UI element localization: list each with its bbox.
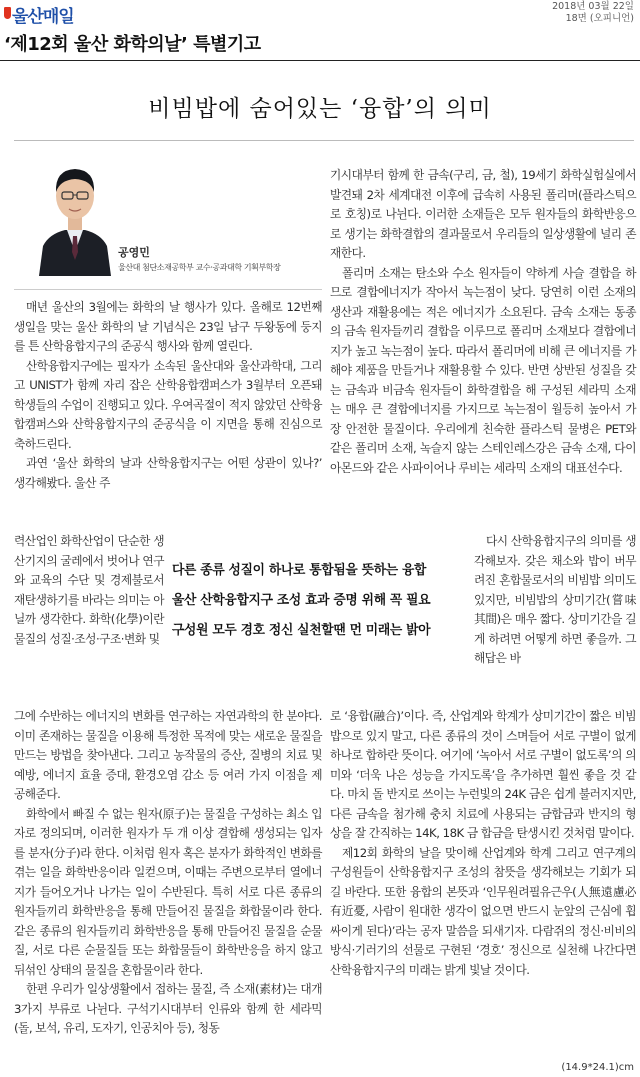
issue-info: [494, 1, 634, 25]
paragraph: 폴리머 소재는 탄소와 수소 원자들이 약하게 사슬 결합을 하므로 결합에너지가 작아서 녹는점이 낮다. 당연히 이런 소재의 생산과 재활용에는 적은 에너지가 소요된다. 금속 소재는 동종의 금속 원자들끼리 결합을 이루므로 폴리머 소재보다 결합에너지가 높고 녹는점이 높다. 따라서 폴리머에 비해 큰 에너지를 가해야 제품을 만들거나 재활용할 수 있다. 반면 상반된 성질을 갖는 금속과 비금속 원자들이 화학결합을 해 구성된 세라믹 소재는 매우 큰 결합에너지를 가지므로 녹는점이 월등히 높아서 가장 안전한 물질이다. 우리에게 친숙한 플라스틱 물병은 PET와 같은 폴리머 소재, 녹슬지 않는 스테인레스강은 금속 소재, 다이아몬드와 같은 사파이어나 루비는 세라믹 소재의 대표선수다.: [330, 265, 636, 475]
paragraph: 다시 산학융합지구의 의미를 생각해보자. 갖은 채소와 밥이 버무려진 혼합물로서의 비빔밥 의미도 있지만, 비빔밥의 상미기간(嘗味其間)은 매우 짧다. 상미기간을 길게 하려면 어떻게 하면 좋을까. 그 해답은 바: [474, 534, 636, 665]
paragraph: 력산업인 화학산업이 단순한 생산기지의 굴레에서 벗어나 연구와 교육의 수단 및 경제불로서 재탄생하기를 바라는 의미는 아닐까 생각한다. 화학(化學)이란 물질의 성질·조성·구조·변화 및: [14, 534, 164, 646]
paragraph: 그에 수반하는 에너지의 변화를 연구하는 자연과학의 한 분야다. 이미 존재하는 물질을 이용해 특정한 목적에 맞는 새로운 물질을 만드는 방법을 찾아낸다. 그리고 농작물의 증산, 질병의 치료 및 예방, 에너지 효율 증대, 환경오염 감소 등 여러 가지 이점을 제공해준다.: [14, 709, 322, 801]
section-title: ‘제12회 울산 화학의날’ 특별기고: [4, 34, 261, 55]
paragraph: 산학융합지구에는 필자가 소속된 울산대와 울산과학대, 그리고 UNIST가 함께 자리 잡은 산학융합캠퍼스가 3월부터 오픈돼 학생들의 수업이 진행되고 있다. 우여곡절이 적지 않았던 산학융합캠퍼스와 산학융합지구의 준공식을 이 지면을 통해 진심으로 축하드린다.: [14, 358, 322, 451]
column-1-narrow: [14, 532, 164, 649]
headline-divider: [14, 140, 634, 141]
paragraph: 매년 울산의 3월에는 화학의 날 행사가 있다. 올해로 12번째 생일을 맞는 울산 화학의 날 기념식은 23일 남구 두왕동에 둥지를 튼 산학융합지구의 준공식 행사와 함께 열린다.: [14, 300, 322, 353]
column-2-narrow: [474, 532, 636, 669]
author-divider: [14, 289, 322, 290]
author-name: 공영민: [118, 246, 150, 259]
pull-quote: [172, 556, 468, 646]
logo-mark-icon: [4, 7, 11, 19]
pull-quote-line: 다른 종류 성질이 하나로 통합됨을 뜻하는 융합: [172, 563, 427, 578]
paragraph: 제12회 화학의 날을 맞이해 산업계와 학계 그리고 연구계의 구성원들이 산학융합지구 조성의 참뜻을 생각해보는 기회가 되길 바란다. 또한 융합의 본뜻과 ‘인무원려필유근우(人無遠慮必有近憂, 사람이 원대한 생각이 없으면 반드시 눈앞의 근심에 휩싸이게 된다)’라는 공자 말씀을 되새기자. 다람쥐의 정신·비비의 방식·기러기의 선물로 구현된 ‘경호’ 정신으로 실천해 나간다면 산학융합지구의 미래는 밝게 빛날 것이다.: [330, 845, 636, 977]
headline: 비빔밥에 숨어있는 ‘융합’의 의미: [148, 96, 492, 122]
paragraph: 기시대부터 함께 한 금속(구리, 금, 철), 19세기 화학실험실에서 발견돼 2차 세계대전 이후에 급속히 사용된 폴리머(플라스틱으로 호칭)로 나뉜다. 이러한 소재들은 모두 원자들의 화학반응으로 생기는 화학결합의 결과물로서 우리들의 일상생활에 널리 존재한다.: [330, 168, 636, 260]
paragraph: 과연 ‘울산 화학의 날과 산학융합지구는 어떤 상관이 있나?’ 생각해봤다. 울산 주: [14, 456, 322, 490]
column-2-top: [330, 166, 636, 478]
paragraph: 화학에서 빠질 수 없는 원자(原子)는 물질을 구성하는 최소 입자로 정의되며, 이러한 원자가 두 개 이상 결합해 생성되는 입자를 분자(分子)라 한다. 이처럼 원자 혹은 분자가 화학적인 변화를 겪는 일을 화학반응이라 일컫으며, 이때는 주변으로부터 열에너지가 들어오거나 나가는 일이 수반된다. 특히 서로 다른 종류의 원자들끼리 화학반응을 통해 만들어진 물질을 화합물이라 한다. 같은 종류의 원자들끼리 화학반응을 통해 만들어진 물질을 순물질, 서로 다른 순물질들 또는 화합물들이 화학반응을 하지 않고 뒤섞인 상태의 물질을 혼합물이라 한다.: [14, 806, 322, 977]
author-title: 울산대 첨단소재공학부 교수·공과대학 기획부학장: [118, 263, 281, 272]
pull-quote-line: 울산 산학융합지구 조성 효과 증명 위해 꼭 필요: [172, 593, 431, 608]
header-divider: [0, 60, 640, 61]
column-2-bottom: [330, 707, 636, 980]
paragraph: 한편 우리가 일상생활에서 접하는 물질, 즉 소재(素材)는 대개 3가지 부류로 나뉜다. 구석기시대부터 인류와 함께 한 세라믹(돌, 보석, 유리, 도자기, 인공치아 등), 청동: [14, 982, 322, 1035]
paragraph: 로 ‘융합(融合)’이다. 즉, 산업계와 학계가 상미기간이 짧은 비빔밥으로 있지 말고, 다른 종류의 것이 스며들어 서로 구별이 없게 하나로 합하란 뜻이다. 여기에 ‘녹아서 서로 구별이 없도록’의 의미와 ‘더욱 나은 성능을 가지도록’을 추가하면 훨씬 좋을 것 같다. 마치 돌 반지로 쓰이는 누런빛의 24K 금은 쉽게 불러지지만, 다른 금속을 첨가해 충치 치료에 사용되는 금합금과 반지의 형상을 잘 간직하는 14K, 18K 금 합금을 탄생시킨 것처럼 말이다.: [330, 709, 636, 840]
author-photo: [35, 148, 115, 276]
issue-date: 2018년 03월 22일: [552, 1, 634, 12]
column-1-bottom: [14, 707, 322, 1039]
pull-quote-line: 구성원 모두 경호 정신 실천할땐 먼 미래는 밝아: [172, 623, 431, 638]
issue-page: 18면 (오피니언): [565, 13, 634, 24]
size-note: (14.9*24.1)cm: [561, 1062, 634, 1073]
logo-text: 울산매일: [12, 7, 74, 27]
column-1-top: [14, 298, 322, 493]
newspaper-logo: [2, 2, 122, 27]
